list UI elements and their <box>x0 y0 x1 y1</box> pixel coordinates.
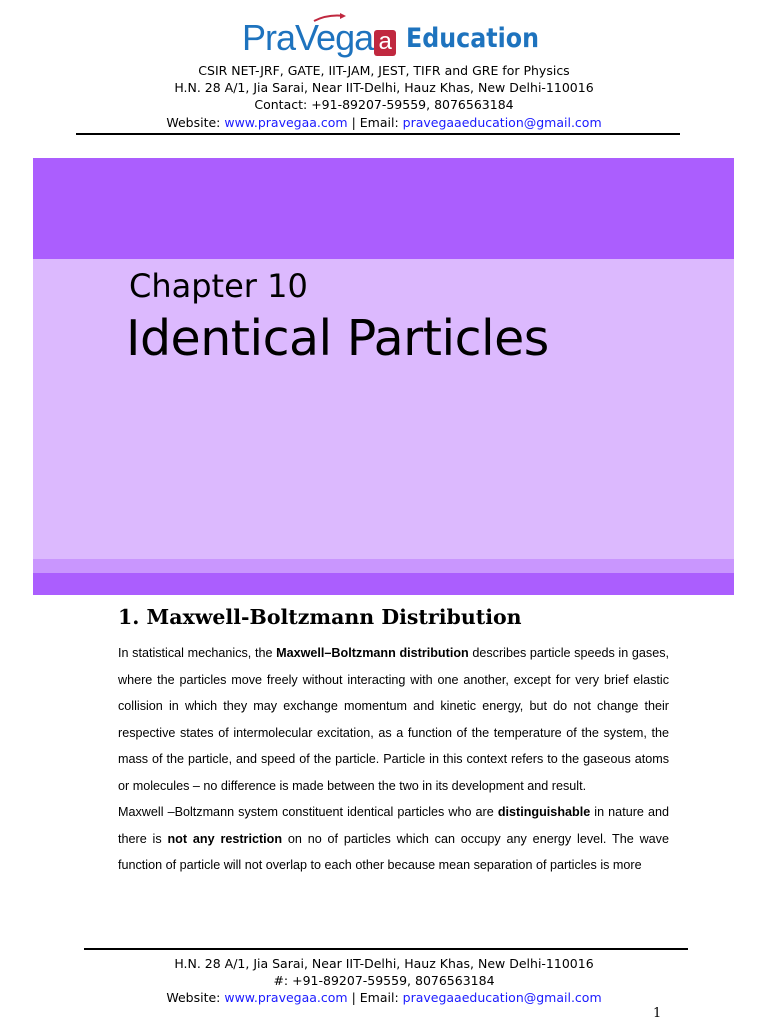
header-exams-line: CSIR NET-JRF, GATE, IIT-JAM, JEST, TIFR and GRE for Physics <box>198 63 570 78</box>
header-website-link[interactable]: www.pravegaa.com <box>224 115 348 130</box>
p1-text-a: In statistical mechanics, the <box>118 646 277 660</box>
chapter-number: Chapter 10 <box>129 267 308 305</box>
chapter-banner-bottom <box>33 573 734 595</box>
chapter-banner-top <box>33 158 734 259</box>
header-divider <box>76 133 680 135</box>
logo-brand-mark: a <box>374 30 396 56</box>
footer-web-line <box>0 989 768 1006</box>
paragraph-1 <box>118 640 669 799</box>
chapter-banner-stripe <box>33 559 734 573</box>
footer-address: H.N. 28 A/1, Jia Sarai, Near IIT-Delhi, Hauz Khas, New Delhi-110016 <box>174 956 594 971</box>
footer-email-label: | Email: <box>347 990 403 1005</box>
page-number: 1 <box>653 1006 662 1021</box>
footer-divider <box>84 948 688 950</box>
header-website-label: Website: <box>166 115 225 130</box>
footer-website-link[interactable]: www.pravegaa.com <box>224 990 348 1005</box>
p2-text-a: Maxwell –Boltzmann system constituent identical particles who are <box>118 805 498 819</box>
header-web-line <box>0 114 768 131</box>
p2-text-b: in nature and there is <box>118 805 669 846</box>
page-header <box>0 0 768 140</box>
paragraph-2 <box>118 799 669 879</box>
logo-arrow-icon <box>312 12 348 24</box>
pravegaa-logo <box>242 14 557 58</box>
p2-bold-restriction: not any restriction <box>167 831 283 846</box>
body-content <box>118 640 669 879</box>
footer-website-label: Website: <box>166 990 225 1005</box>
p1-text-b: describes particle speeds in gases, where the particles move freely without interacting with one another, except for very brief elastic collision in which they may exchange momentum and kinetic energy, but do not change their respective states of intermolecular excitation, as a function of the temperature of the system, the mass of the particle, and speed of the particle. Particle in this context refers to the gaseous atoms or molecules – no difference is made between the two in its development and result. <box>118 646 669 793</box>
header-address-line: H.N. 28 A/1, Jia Sarai, Near IIT-Delhi, Hauz Khas, New Delhi-110016 <box>174 80 594 95</box>
footer-phone: #: +91-89207-59559, 8076563184 <box>273 973 495 988</box>
chapter-title: Identical Particles <box>126 310 549 367</box>
p1-bold-term: Maxwell–Boltzmann distribution <box>276 646 469 660</box>
footer-email-link[interactable]: pravegaaeducation@gmail.com <box>402 990 602 1005</box>
header-email-label: | Email: <box>347 115 403 130</box>
section-heading: 1. Maxwell-Boltzmann Distribution <box>118 605 522 629</box>
header-email-link[interactable]: pravegaaeducation@gmail.com <box>402 115 602 130</box>
header-contact-line: Contact: +91-89207-59559, 8076563184 <box>254 97 514 112</box>
p2-bold-distinguishable: distinguishable <box>497 805 591 819</box>
logo-brand-text: PraVega <box>242 17 374 58</box>
logo-suffix: Education <box>406 23 540 54</box>
p2-text-c: on no of particles which can occupy any energy level. The wave function of particle will not overlap to each other because mean separation of particles is more <box>118 831 669 872</box>
